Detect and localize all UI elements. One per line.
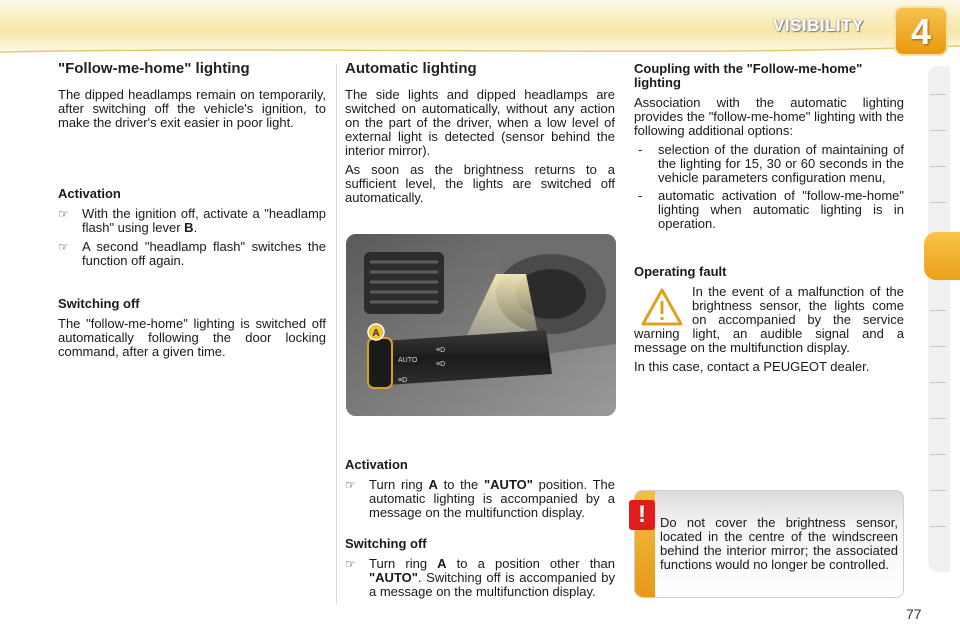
list-item-text: A second "headlamp flash" switches the function off again. [82, 239, 326, 268]
pointing-hand-icon: ☞ [345, 478, 356, 492]
exclamation-icon: ! [629, 500, 655, 530]
pointing-hand-icon: ☞ [58, 240, 69, 254]
svg-text:≡D: ≡D [436, 347, 446, 354]
fault-block [634, 285, 904, 374]
chapter-title: VISIBILITY [773, 16, 864, 35]
coupling-heading: Coupling with the "Follow-me-home" lighting [634, 61, 863, 90]
list-item: - selection of the duration of maintaining of the lighting for 15, 30 or 60 seconds in the vehicle parameters configuration menu, [638, 142, 904, 185]
pointing-hand-icon: ☞ [58, 207, 69, 221]
side-tab[interactable] [930, 130, 946, 131]
switching-off-heading: Switching off [345, 536, 427, 551]
fault-text: In the event of a malfunction of the brightness sensor, the lights come on accompanied by the service warning light, an audible signal and a message on the multifunction display. [634, 284, 904, 355]
list-item [345, 557, 615, 599]
section-title: Automatic lighting [345, 60, 477, 77]
stalk-illustration [346, 234, 616, 416]
side-tab[interactable] [930, 166, 946, 167]
switching-off-heading: Switching off [58, 296, 140, 311]
side-tab-rail [928, 66, 950, 572]
list-item [345, 478, 615, 520]
column-follow-me-home [58, 60, 326, 364]
list-item-text: automatic activation of "follow-me-home" lighting when automatic lighting is in operation. [658, 188, 904, 231]
warning-note-text: Do not cover the brightness sensor, located in the centre of the windscreen behind the interior mirror; the associated functions would no longer be controlled. [660, 515, 898, 572]
side-tab[interactable] [930, 526, 946, 527]
fault-contact: In this case, contact a PEUGEOT dealer. [634, 359, 870, 374]
activation-heading: Activation [58, 186, 121, 201]
side-tab[interactable] [930, 310, 946, 311]
column-divider [336, 64, 337, 604]
paragraph: As soon as the brightness returns to a sufficient level, the lights are switched off automatically. [345, 162, 615, 205]
warning-triangle-icon [640, 287, 684, 327]
list-item [58, 240, 326, 268]
activation-heading: Activation [345, 457, 408, 472]
page-number: 77 [906, 606, 922, 622]
column-coupling [634, 60, 904, 379]
list-item-text: Turn ring A to a position other than "AUTO". Switching off is accompanied by a message on the multifunction display. [369, 556, 615, 599]
pointing-hand-icon: ☞ [345, 557, 356, 571]
list-item: - automatic activation of "follow-me-home" lighting when automatic lighting is in operation. [638, 188, 904, 231]
side-tab[interactable] [930, 382, 946, 383]
side-tab[interactable] [930, 490, 946, 491]
svg-text:≡D: ≡D [398, 377, 408, 384]
side-tab[interactable] [930, 202, 946, 203]
list-item-text: Turn ring A to the "AUTO" position. The automatic lighting is accompanied by a message on the multifunction display. [369, 477, 616, 520]
intro-paragraph: The dipped headlamps remain on temporarily, after switching off the vehicle's ignition, to make the driver's exit easier in poor light. [58, 87, 326, 130]
coupling-text: Association with the automatic lighting provides the "follow-me-home" lighting with the following additional options: [634, 95, 904, 138]
list-item-text: With the ignition off, activate a "headlamp flash" using lever B. [82, 206, 326, 235]
auto-label: AUTO [398, 357, 418, 364]
side-tab[interactable] [930, 346, 946, 347]
header-swoosh [0, 44, 960, 58]
switching-off-text: The "follow-me-home" lighting is switched off automatically following the door locking command, after a given time. [58, 316, 326, 359]
ring-a-label: A [372, 328, 380, 339]
section-title: "Follow-me-home" lighting [58, 60, 250, 77]
list-item [58, 207, 326, 235]
chapter-number-badge [896, 8, 946, 54]
side-tab[interactable] [930, 94, 946, 95]
side-tab-active[interactable] [924, 232, 960, 280]
paragraph: The side lights and dipped headlamps are switched on automatically, without any action on the part of the driver, when a low level of external light is detected (sensor behind the interior mirror). [345, 87, 615, 158]
fault-heading: Operating fault [634, 264, 727, 279]
lighting-stalk-photo [346, 234, 616, 416]
side-tab[interactable] [930, 454, 946, 455]
list-item-text: selection of the duration of maintaining of the lighting for 15, 30 or 60 seconds in the vehicle parameters configuration menu, [658, 142, 904, 185]
svg-text:≡D: ≡D [436, 361, 446, 368]
chapter-number: 4 [910, 11, 932, 52]
side-tab[interactable] [930, 418, 946, 419]
